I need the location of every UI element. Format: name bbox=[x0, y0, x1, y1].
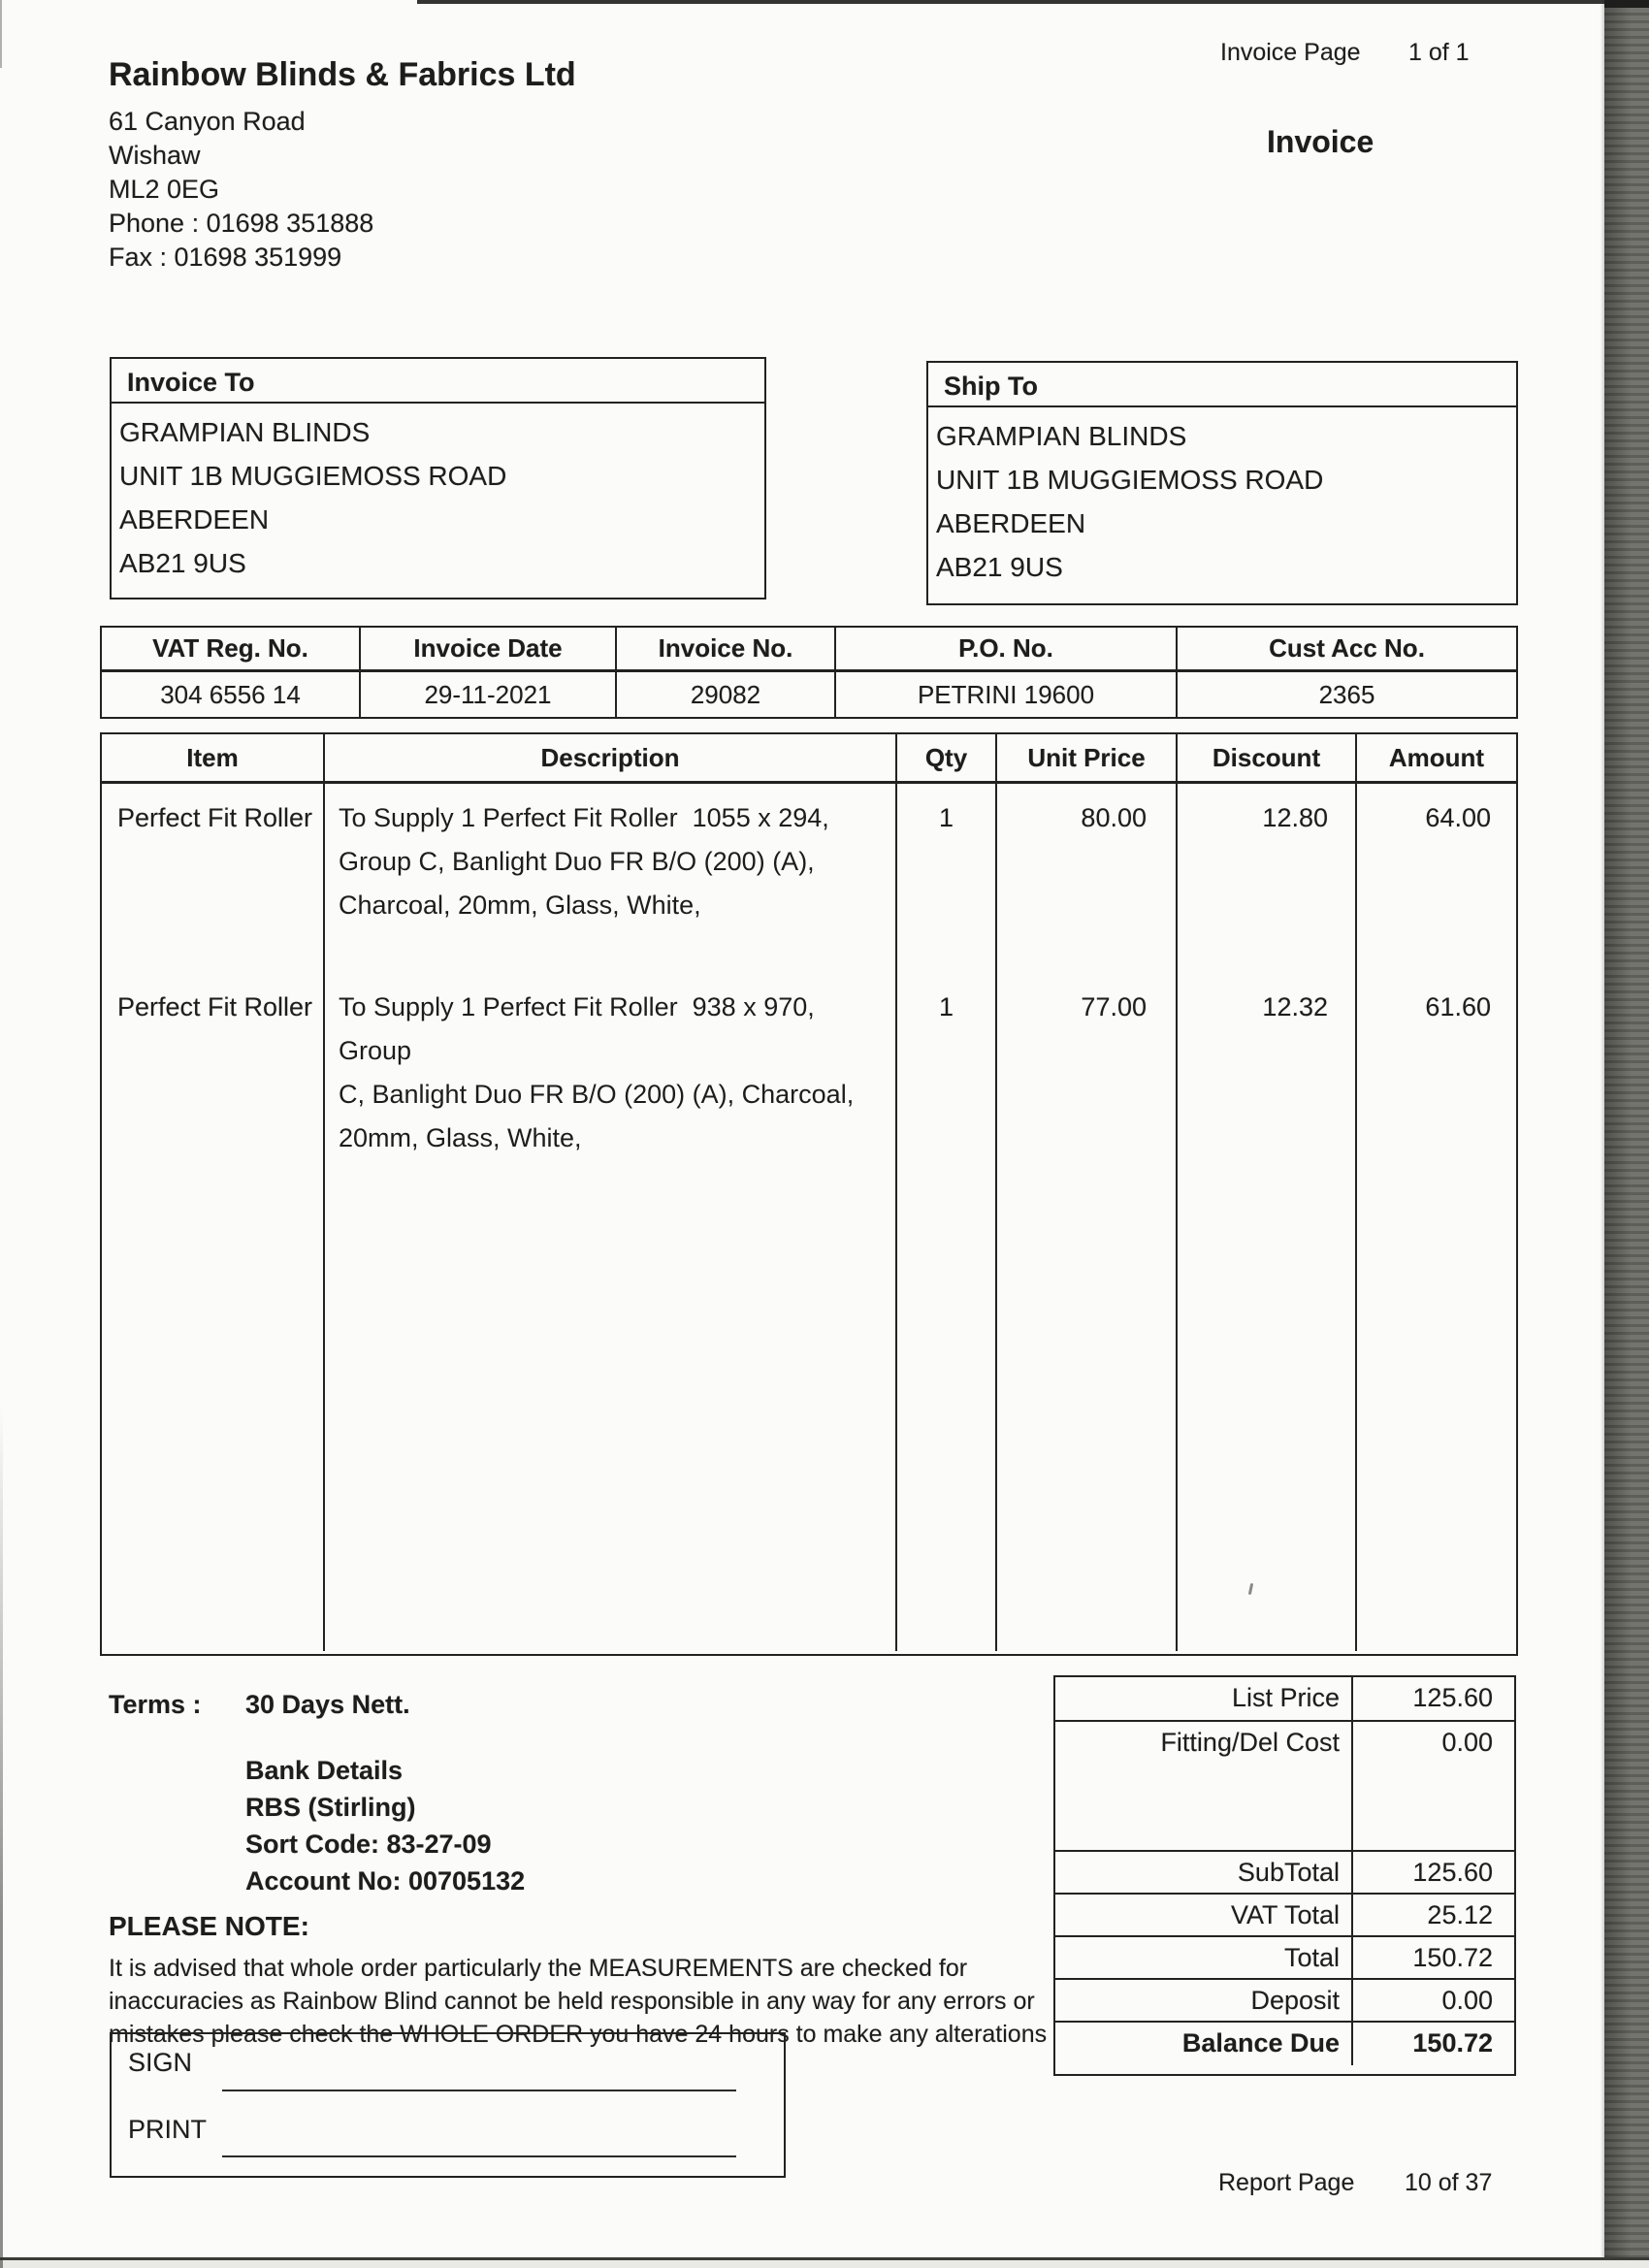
item-amount: 61.60 bbox=[1425, 992, 1491, 1021]
ship-to-label: Ship To bbox=[928, 363, 1516, 407]
invoice-meta-table bbox=[100, 626, 1518, 719]
meta-value-cust-acc: 2365 bbox=[1318, 679, 1375, 709]
totals-value: 25.12 bbox=[1351, 1895, 1514, 1935]
invoice-to-address bbox=[112, 404, 764, 585]
item-description-line: 20mm, Glass, White, bbox=[339, 1123, 582, 1152]
invoice-to-box bbox=[110, 357, 766, 599]
report-page-label: Report Page bbox=[1218, 2169, 1355, 2196]
items-column-item bbox=[102, 784, 325, 1651]
company-address bbox=[109, 105, 373, 275]
meta-header-invoice-date: Invoice Date bbox=[361, 628, 617, 669]
item-unit-price: 80.00 bbox=[1081, 803, 1147, 832]
bank-details-line: RBS (Stirling) bbox=[245, 1793, 416, 1822]
item-qty: 1 bbox=[938, 992, 954, 1021]
item-description-line: To Supply 1 Perfect Fit Roller 938 x 970, Group bbox=[339, 992, 823, 1065]
item-description-line: Group C, Banlight Duo FR B/O (200) (A), bbox=[339, 847, 815, 876]
meta-value-invoice-no: 29082 bbox=[617, 672, 836, 717]
totals-value: 125.60 bbox=[1351, 1852, 1514, 1893]
item-description bbox=[325, 796, 895, 986]
invoice-to-line: GRAMPIAN BLINDS bbox=[119, 417, 371, 447]
bank-details-line: Bank Details bbox=[245, 1756, 404, 1785]
line-items-table bbox=[100, 732, 1518, 1656]
totals-value: 125.60 bbox=[1351, 1677, 1514, 1720]
totals-row-list-price bbox=[1055, 1677, 1514, 1720]
items-column-qty bbox=[897, 784, 997, 1651]
items-header-row bbox=[102, 734, 1516, 784]
totals-row-deposit bbox=[1055, 1978, 1514, 2021]
invoice-page-value: 1 of 1 bbox=[1408, 39, 1470, 66]
meta-header-po-no: P.O. No. bbox=[836, 628, 1178, 669]
ship-to-address bbox=[928, 407, 1516, 589]
totals-label: Total bbox=[1283, 1943, 1340, 1972]
ship-to-line: AB21 9US bbox=[936, 552, 1063, 582]
item-description-line: To Supply 1 Perfect Fit Roller 1055 x 294, bbox=[339, 803, 829, 832]
bank-details bbox=[245, 1752, 525, 1899]
items-header-qty: Qty bbox=[897, 734, 997, 781]
totals-label: SubTotal bbox=[1237, 1858, 1340, 1887]
bank-details-line: Sort Code: 83-27-09 bbox=[245, 1830, 492, 1859]
meta-value-invoice-date: 29-11-2021 bbox=[361, 672, 617, 717]
ship-to-line: GRAMPIAN BLINDS bbox=[936, 421, 1187, 451]
meta-value-row bbox=[102, 672, 1516, 717]
meta-header-row bbox=[102, 628, 1516, 672]
items-column-amount bbox=[1357, 784, 1516, 1651]
ship-to-box bbox=[926, 361, 1518, 605]
totals-row-balance-due bbox=[1055, 2021, 1514, 2065]
totals-label: Balance Due bbox=[1181, 2028, 1340, 2057]
totals-row-vat-total bbox=[1055, 1893, 1514, 1935]
invoice-page-label: Invoice Page bbox=[1220, 39, 1361, 66]
totals-row-fitting-del-cost bbox=[1055, 1720, 1514, 1850]
meta-header-vat: VAT Reg. No. bbox=[102, 628, 361, 669]
please-note-title: PLEASE NOTE: bbox=[109, 1911, 309, 1941]
item-description-line: Charcoal, 20mm, Glass, White, bbox=[339, 891, 701, 920]
item-unit-price: 77.00 bbox=[1081, 992, 1147, 1021]
please-note-line: It is advised that whole order particularly the MEASUREMENTS are checked for bbox=[109, 1955, 968, 1982]
company-name: Rainbow Blinds & Fabrics Ltd bbox=[109, 56, 576, 93]
totals-label: VAT Total bbox=[1230, 1900, 1340, 1929]
item-name: Perfect Fit Roller bbox=[117, 992, 313, 1021]
sign-label: SIGN bbox=[128, 2048, 193, 2077]
items-column-discount bbox=[1178, 784, 1357, 1651]
item-qty: 1 bbox=[938, 803, 954, 832]
items-header-unit-price: Unit Price bbox=[997, 734, 1178, 781]
invoice-to-line: UNIT 1B MUGGIEMOSS ROAD bbox=[119, 461, 507, 491]
print-line bbox=[222, 2155, 736, 2157]
please-note-line: inaccuracies as Rainbow Blind cannot be held responsible in any way for any errors or bbox=[109, 1988, 1035, 2015]
item-discount: 12.80 bbox=[1262, 803, 1328, 832]
sign-line bbox=[222, 2090, 736, 2091]
items-header-discount: Discount bbox=[1178, 734, 1357, 781]
invoice-to-line: AB21 9US bbox=[119, 548, 246, 578]
invoice-to-line: ABERDEEN bbox=[119, 504, 270, 535]
terms-label: Terms : bbox=[109, 1690, 202, 1719]
company-address-line: Wishaw bbox=[109, 141, 201, 170]
report-page-value: 10 of 37 bbox=[1405, 2169, 1493, 2196]
ship-to-line: ABERDEEN bbox=[936, 508, 1086, 538]
bank-details-line: Account No: 00705132 bbox=[245, 1866, 526, 1895]
item-discount: 12.32 bbox=[1262, 992, 1328, 1021]
totals-row-subtotal bbox=[1055, 1850, 1514, 1893]
signature-box bbox=[110, 2032, 786, 2178]
totals-value: 0.00 bbox=[1351, 1980, 1514, 2021]
document-title: Invoice bbox=[1267, 124, 1374, 159]
items-body bbox=[102, 784, 1516, 1651]
invoice-to-label: Invoice To bbox=[112, 359, 764, 404]
print-label: PRINT bbox=[128, 2115, 207, 2144]
totals-value: 0.00 bbox=[1351, 1722, 1514, 1850]
items-header-description: Description bbox=[325, 734, 897, 781]
scanner-edge-band bbox=[1604, 0, 1649, 2268]
items-header-item: Item bbox=[102, 734, 325, 781]
terms-value: 30 Days Nett. bbox=[245, 1690, 410, 1719]
scan-bottom-margin bbox=[0, 2260, 1649, 2268]
meta-value-vat: 304 6556 14 bbox=[102, 672, 361, 717]
company-phone: Phone : 01698 351888 bbox=[109, 209, 374, 238]
scan-top-edge-line bbox=[417, 0, 1604, 4]
scan-left-edge-shadow bbox=[0, 1407, 3, 2268]
item-description bbox=[325, 986, 895, 1175]
items-header-amount: Amount bbox=[1388, 742, 1485, 772]
meta-header-cust-acc: Cust Acc No. bbox=[1269, 633, 1425, 663]
totals-label: Deposit bbox=[1250, 1986, 1340, 2015]
meta-header-invoice-no: Invoice No. bbox=[617, 628, 836, 669]
totals-box bbox=[1053, 1675, 1516, 2076]
totals-label: List Price bbox=[1231, 1683, 1340, 1712]
company-address-line: ML2 0EG bbox=[109, 175, 220, 204]
item-amount: 64.00 bbox=[1425, 803, 1491, 832]
company-address-line: 61 Canyon Road bbox=[109, 107, 306, 136]
item-description-line: C, Banlight Duo FR B/O (200) (A), Charcoal, bbox=[339, 1080, 855, 1109]
totals-value: 150.72 bbox=[1351, 2023, 1514, 2065]
totals-value: 150.72 bbox=[1351, 1937, 1514, 1978]
meta-value-po-no: PETRINI 19600 bbox=[836, 672, 1178, 717]
items-column-unit-price bbox=[997, 784, 1178, 1651]
scan-left-edge-mark bbox=[0, 0, 2, 68]
company-fax: Fax : 01698 351999 bbox=[109, 243, 342, 272]
totals-row-total bbox=[1055, 1935, 1514, 1978]
please-note-line: mistakes please check the WHOLE ORDER you have 24 hours to make any alterations bbox=[109, 2021, 1048, 2048]
items-column-description bbox=[325, 784, 897, 1651]
totals-label: Fitting/Del Cost bbox=[1160, 1728, 1340, 1757]
ship-to-line: UNIT 1B MUGGIEMOSS ROAD bbox=[936, 465, 1324, 495]
item-name: Perfect Fit Roller bbox=[117, 803, 313, 832]
